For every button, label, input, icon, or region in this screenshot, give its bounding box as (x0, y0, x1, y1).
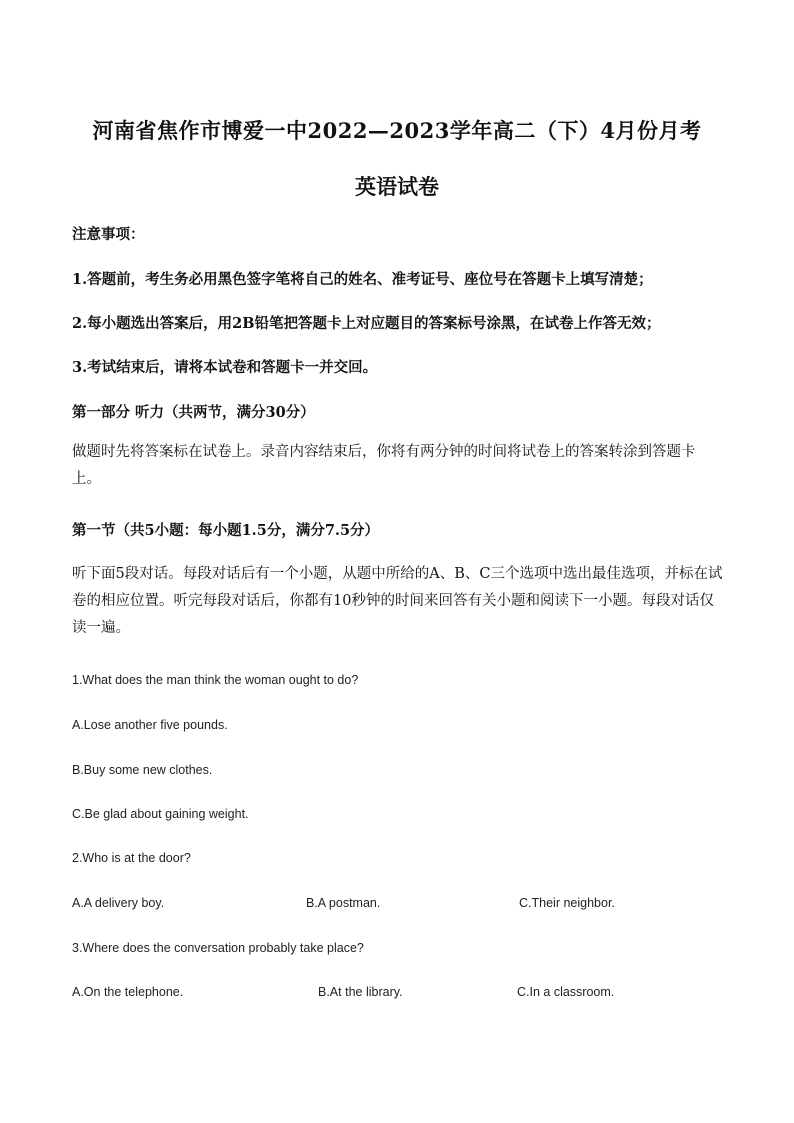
question-1-option-a: A.Lose another five pounds. (72, 718, 228, 732)
notice-item-3: 3.考试结束后，请将本试卷和答题卡一并交回。 (72, 359, 378, 376)
section1-heading: 第一节（共5小题：每小题1.5分，满分7.5分） (72, 522, 380, 539)
section1-instruction: 听下面5段对话。每段对话后有一个小题，从题中所给的A、B、C三个选项中选出最佳选项，并标在试卷的相应位置。听完每段对话后，你都有10秒钟的时间来回答有关小题和阅读下一小题。每段对话仅读一遍。 (72, 566, 723, 636)
question-1-stem: 1.What does the man think the woman ought to do? (72, 673, 359, 687)
question-3-option-c: C.In a classroom. (517, 985, 615, 999)
question-1-option-c: C.Be glad about gaining weight. (72, 807, 249, 821)
part1-instruction: 做题时先将答案标在试卷上。录音内容结束后，你将有两分钟的时间将试卷上的答案转涂到答题卡上。 (72, 444, 696, 487)
question-3-option-a: A.On the telephone. (72, 985, 184, 999)
notice-item-1: 1.答题前，考生务必用黑色签字笔将自己的姓名、准考证号、座位号在答题卡上填写清楚； (72, 271, 653, 288)
question-3-option-b: B.At the library. (318, 985, 403, 999)
page-title: 河南省焦作市博爱一中2022—2023学年高二（下）4月份月考 (92, 118, 702, 143)
notice-item-2: 2.每小题选出答案后，用2B铅笔把答题卡上对应题目的答案标号涂黑，在试卷上作答无效； (72, 315, 661, 332)
question-2-option-b: B.A postman. (306, 896, 381, 910)
question-2-option-a: A.A delivery boy. (72, 896, 165, 910)
question-2-option-c: C.Their neighbor. (519, 896, 615, 910)
page-subtitle: 英语试卷 (355, 174, 439, 199)
question-2-stem: 2.Who is at the door? (72, 851, 191, 865)
question-1-option-b: B.Buy some new clothes. (72, 763, 213, 777)
notice-heading: 注意事项： (72, 226, 145, 243)
question-3-stem: 3.Where does the conversation probably take place? (72, 941, 364, 955)
part1-heading: 第一部分 听力（共两节，满分30分） (72, 404, 315, 421)
